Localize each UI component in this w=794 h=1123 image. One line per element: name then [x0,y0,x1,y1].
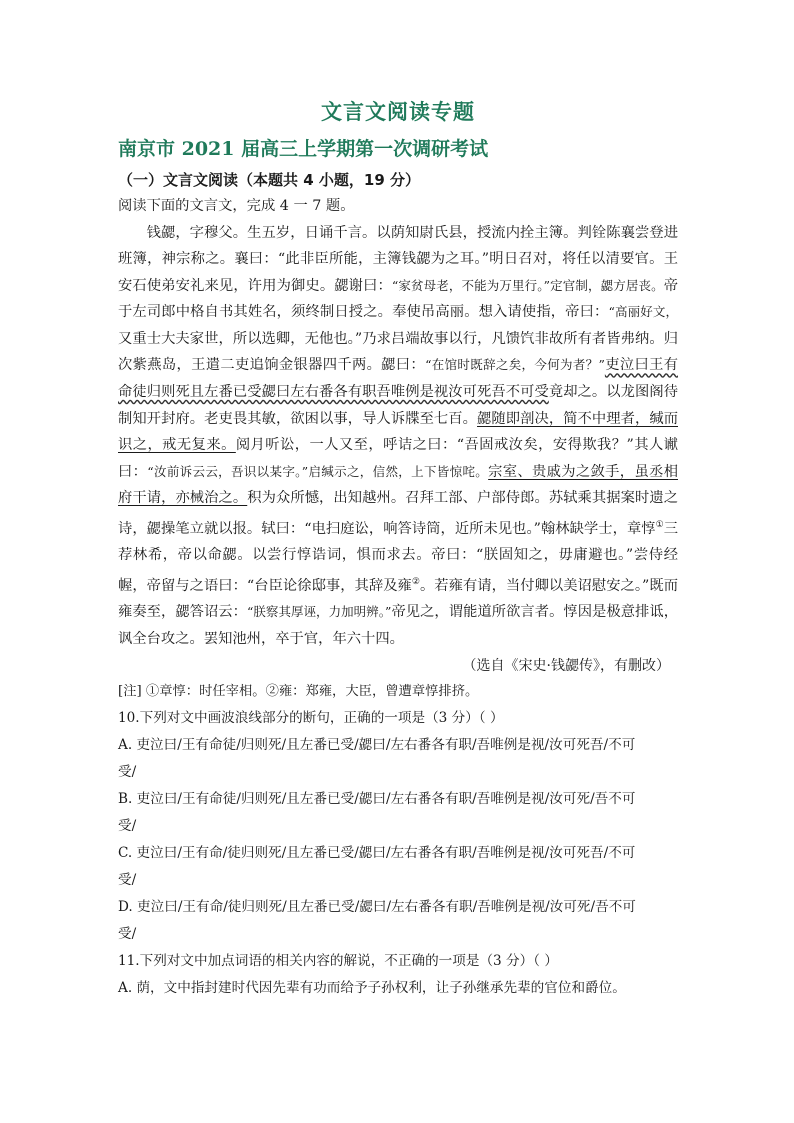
footnote-marker-1: ① [655,520,664,531]
passage-part: 帝见之，谓能道所欲言者。惇因是极意排诋，讽全台攻之。罢知池州，卒于官，年六十四。 [118,604,678,647]
underlined-sentence-1: 勰随即剖决，简不中理者，缄而识之，戒无复来。 [118,410,678,454]
section-heading: （一）文言文阅读（本题共 4 小题，19 分） [118,171,420,189]
passage-part: 钱勰，字穆父。生五岁，日诵千言。以荫知尉氏县，授流内拴主簿。判铨陈襄尝登进班簿，神宗称之。襄曰：“此非臣所能，主簿钱勰为之耳。”明日召对，将任以清要官。王安石使弟安礼来见，许用为御史。勰谢曰： [118,224,678,294]
underlined-sentence-2: 宗室、贵戚为之敛手，虽丞相府干请，亦械治之。 [118,463,678,507]
passage-part: 三荐林希，帝以命勰。以尝行惇诰词，惧而求去。帝曰：“朕固知之，毋庸避也。”尝侍经幄，帝留与之语曰：“台臣论徐邸事，其辞及雍 [118,520,678,594]
question-10-option-b-cont: 受/ [118,817,137,834]
wavy-underlined-passage: 吏泣曰王有命徒归则死且左番已受勰曰左右番各有职吾唯例是视汝可死吾不可受 [118,357,678,401]
question-10-option-b: B. 吏泣曰/王有命徒/归则死/且左番已受/勰曰/左右番各有职/吾唯例是视/汝可死/吾不可 [118,790,636,807]
footnote-marker-2: ② [411,576,420,587]
page-title: 文言文阅读专题 [321,99,475,124]
question-10-option-a-cont: 受/ [118,763,137,780]
passage-part: 阅月听讼，一人又至，呼诘之曰：“吾固戒汝矣，安得欺我？”其人谳曰： [118,437,678,480]
exam-subtitle: 南京市 2021 届高三上学期第一次调研考试 [118,138,489,160]
passage-part: 积为众所憾，出知越州。召拜工部、户部侍郎。苏轼乘其据案时遗之诗，勰操笔立就以报。轼曰：“电扫庭讼，响答诗筒，近所未见也。”翰林缺学士，章惇 [118,490,679,537]
passage-quote: “朕察其厚诬，力加明辨。” [246,604,392,620]
passage-text [118,220,678,653]
passage-quote: “高丽好文， [608,304,679,320]
passage-part: 竟却之。以龙图阁待制知开封府。老吏畏其敏，欲困以事，导人诉牒至七百。 [118,384,679,427]
passage-quote: “家贫母老，不能为万里行。”定官制，勰方居丧。 [391,277,664,293]
footnote: [注] ①章惇：时任宰相。②雍：郑雍，大臣，曾遭章惇排挤。 [118,683,479,699]
question-10-option-d-cont: 受/ [118,925,137,942]
instruction-text: 阅读下面的文言文，完成 4 一 7 题。 [118,198,355,214]
question-11-stem: 11.下列对文中加点词语的相关内容的解说，不正确的一项是（3 分）（ ） [118,952,558,969]
passage-part: 。若雍有请，当付卿以美诏慰安之。”既而雍奏至，勰答诏云： [118,577,678,621]
question-10-option-c-cont: 受/ [118,871,137,888]
document-page [118,96,678,1002]
passage-part: 帝于左司郎中格自书其姓名，须终制日授之。奉使吊高丽。想入请使指，帝曰： [118,277,678,321]
question-11-option-a: A. 荫，文中指封建时代因先辈有功而给予子孙权利，让子孙继承先辈的官位和爵位。 [118,979,626,996]
passage-quote: “在馆时既辞之矣，今何为者？” [425,357,605,373]
question-10-stem: 10.下列对文中画波浪线部分的断句，正确的一项是（3 分）（ ） [118,709,504,726]
question-10-option-d: D. 吏泣曰/王有命/徒归则死/且左番已受/勰曰/左右番各有职/吾唯例是视/汝可死/吾不可 [118,898,636,915]
source-citation: （选自《宋史·钱勰传》，有删改） [462,657,670,674]
passage-part: 又重士大夫家世，所以选卿，无他也。”乃求吕端故事以行，凡馈饩非故所有者皆弗纳。归次紫燕岛，王遣二吏追饷金银器四千两。勰曰： [118,330,678,374]
question-10-option-c: C. 吏泣曰/王有命/徒归则死/且左番已受/勰曰/左右番各有职/吾唯例是视/汝可死吾/不可 [118,844,636,861]
question-10-option-a: A. 吏泣曰/王有命徒/归则死/且左番已受/勰曰/左右番各有职/吾唯例是视/汝可死吾/不可 [118,736,636,753]
passage-quote: “汝前诉云云，吾识以某字。”启缄示之，信然，上下皆惊咤。 [147,463,489,479]
